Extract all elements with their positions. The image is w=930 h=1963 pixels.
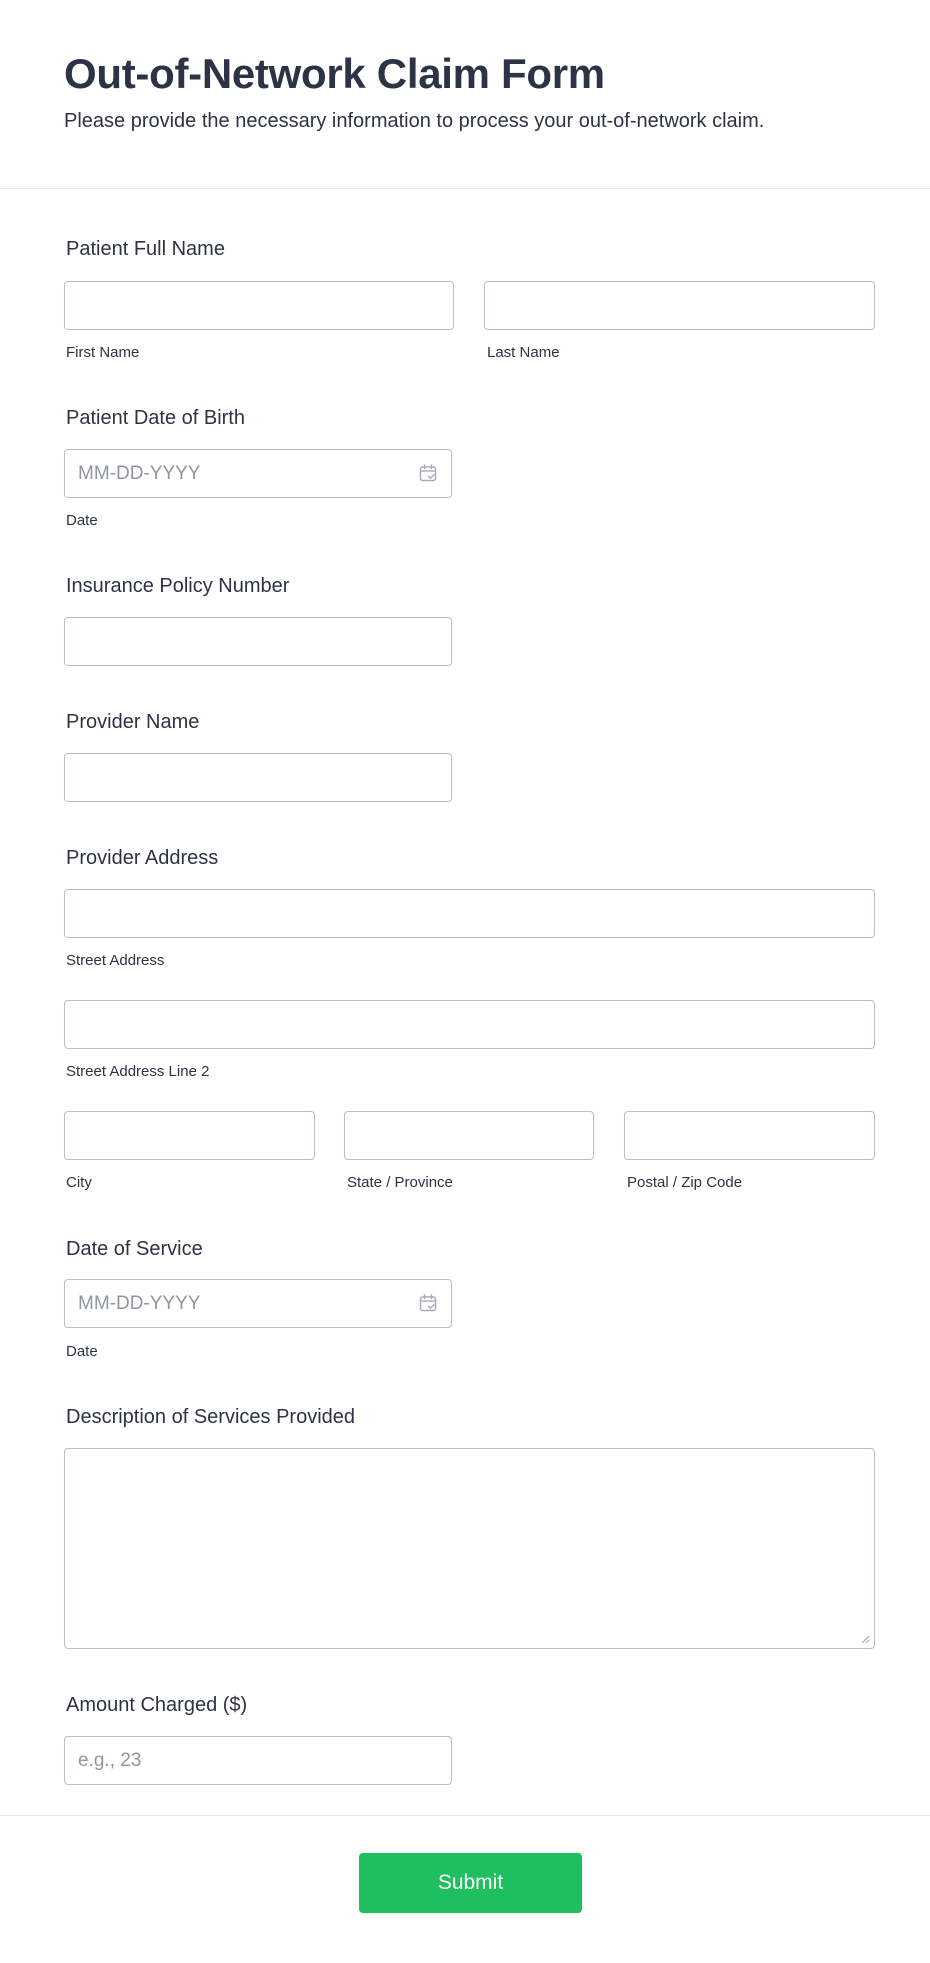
- patient-dob-label: Patient Date of Birth: [66, 407, 245, 429]
- first-name-input[interactable]: [64, 281, 454, 330]
- amount-charged-label: Amount Charged ($): [66, 1694, 248, 1716]
- date-of-service-input[interactable]: [64, 1279, 452, 1328]
- description-label: Description of Services Provided: [66, 1406, 356, 1428]
- description-textarea[interactable]: [64, 1448, 875, 1649]
- calendar-icon[interactable]: [419, 1294, 437, 1312]
- state-province-sublabel: State / Province: [347, 1174, 453, 1191]
- provider-name-input[interactable]: [64, 753, 452, 802]
- first-name-sublabel: First Name: [66, 344, 140, 361]
- postal-zip-sublabel: Postal / Zip Code: [627, 1174, 743, 1191]
- date-of-service-sublabel: Date: [66, 1343, 98, 1360]
- patient-dob-sublabel: Date: [66, 512, 98, 529]
- street-address-input[interactable]: [64, 889, 875, 938]
- last-name-input[interactable]: [484, 281, 875, 330]
- date-of-service-label: Date of Service: [66, 1238, 203, 1260]
- resize-handle-icon[interactable]: [860, 1634, 870, 1644]
- calendar-icon[interactable]: [419, 464, 437, 482]
- patient-full-name-label: Patient Full Name: [66, 238, 225, 260]
- state-province-input[interactable]: [344, 1111, 594, 1160]
- city-sublabel: City: [66, 1174, 92, 1191]
- submit-button[interactable]: Submit: [359, 1853, 582, 1913]
- city-input[interactable]: [64, 1111, 315, 1160]
- form-header: [0, 0, 930, 189]
- street-address-sublabel: Street Address: [66, 952, 165, 969]
- footer-divider: [0, 1815, 930, 1816]
- street-address-line2-sublabel: Street Address Line 2: [66, 1063, 210, 1080]
- amount-charged-input[interactable]: [64, 1736, 452, 1785]
- form-subtitle: Please provide the necessary information to process your out-of-network claim.: [64, 110, 765, 132]
- policy-number-input[interactable]: [64, 617, 452, 666]
- postal-zip-input[interactable]: [624, 1111, 875, 1160]
- provider-address-label: Provider Address: [66, 847, 219, 869]
- policy-number-label: Insurance Policy Number: [66, 575, 290, 597]
- last-name-sublabel: Last Name: [487, 344, 560, 361]
- patient-dob-input[interactable]: [64, 449, 452, 498]
- form-title: Out-of-Network Claim Form: [64, 50, 605, 97]
- street-address-line2-input[interactable]: [64, 1000, 875, 1049]
- provider-name-label: Provider Name: [66, 711, 200, 733]
